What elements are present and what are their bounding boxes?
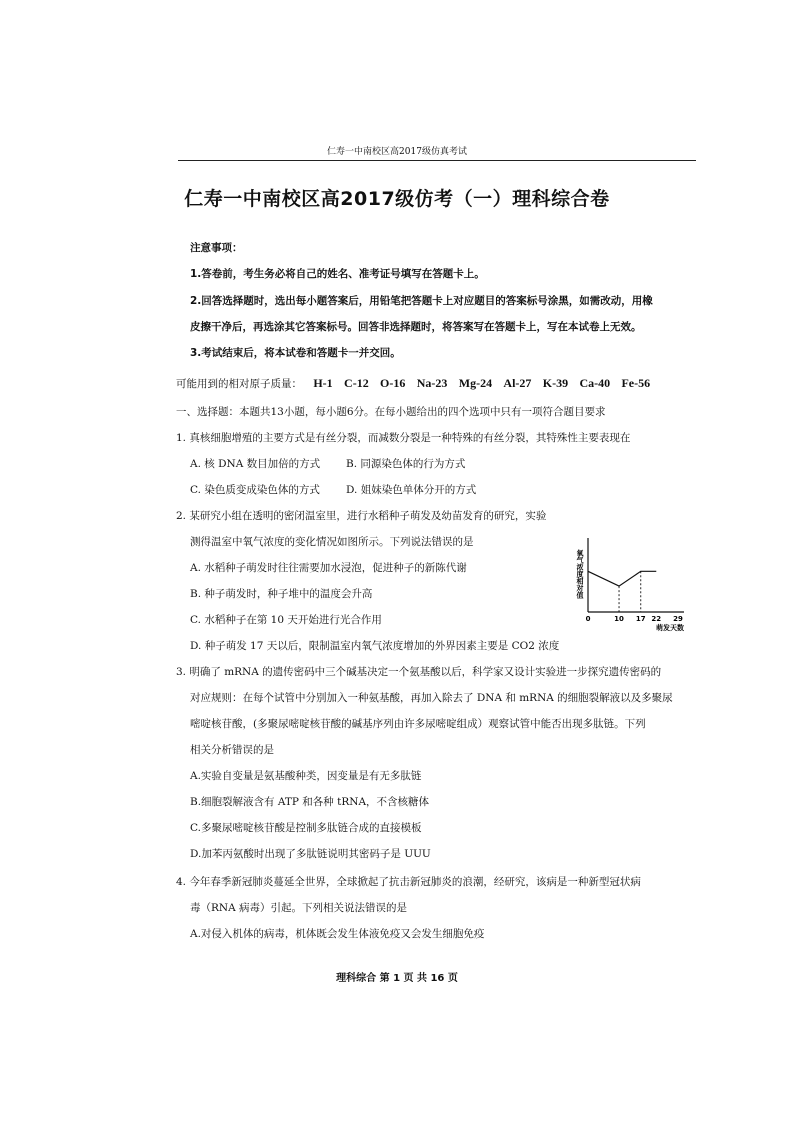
q2-option-c: C. 水稻种子在第 10 天开始进行光合作用 bbox=[190, 614, 382, 626]
section-1-heading: 一、选择题：本题共13小题，每小题6分。在每小题给出的四个选项中只有一项符合题目要求 bbox=[176, 406, 606, 418]
mass-h: H-1 bbox=[313, 376, 333, 390]
q2-option-b: B. 种子萌发时，种子堆中的温度会升高 bbox=[190, 588, 373, 600]
oxygen-series-line bbox=[588, 571, 656, 586]
mass-o: O-16 bbox=[380, 376, 406, 390]
notice-item-2b: 皮擦干净后，再选涂其它答案标号。回答非选择题时，将答案写在答题卡上，写在本试卷上无效。 bbox=[190, 321, 642, 333]
notice-item-3: 3.考试结束后，将本试卷和答题卡一并交回。 bbox=[190, 347, 401, 359]
q2-stem-2: 测得温室中氧气浓度的变化情况如图所示。下列说法错误的是 bbox=[190, 536, 474, 548]
mass-na: Na-23 bbox=[416, 376, 448, 390]
masses-label: 可能用到的相对原子质量： bbox=[176, 378, 302, 390]
x-tick-label: 10 bbox=[614, 615, 624, 623]
page-footer: 理科综合 第 1 页 共 16 页 bbox=[336, 973, 458, 984]
x-tick-label: 29 bbox=[673, 615, 683, 623]
q4-stem-1: 4. 今年春季新冠肺炎蔓延全世界，全球掀起了抗击新冠肺炎的浪潮，经研究，该病是一种新型冠状病 bbox=[176, 876, 641, 888]
q3-stem-4: 相关分析错误的是 bbox=[190, 744, 274, 756]
q1-option-c: C. 染色质变成染色体的方式 bbox=[190, 484, 320, 496]
mass-c: C-12 bbox=[344, 376, 369, 390]
q3-option-d: D.加苯丙氨酸时出现了多肽链说明其密码子是 UUU bbox=[190, 848, 431, 860]
q2-stem-1: 2. 某研究小组在透明的密闭温室里，进行水稻种子萌发及幼苗发育的研究，实验 bbox=[176, 510, 547, 522]
oxygen-chart bbox=[566, 532, 696, 632]
q1-option-b: B. 同源染色体的行为方式 bbox=[346, 458, 466, 470]
mass-mg: Mg-24 bbox=[458, 376, 493, 390]
atomic-masses bbox=[176, 376, 650, 391]
x-tick-label: 22 bbox=[651, 615, 662, 623]
chart-x-label: 萌发天数 bbox=[656, 624, 684, 632]
x-tick-label: 0 bbox=[585, 615, 591, 623]
mass-fe: Fe-56 bbox=[621, 376, 651, 390]
q3-option-b: B.细胞裂解液含有 ATP 和各种 tRNA，不含核糖体 bbox=[190, 796, 430, 808]
exam-title: 仁寿一中南校区高2017级仿考（一）理科综合卷 bbox=[184, 188, 610, 210]
q2-option-a: A. 水稻种子萌发时往往需要加水浸泡，促进种子的新陈代谢 bbox=[190, 562, 467, 574]
q4-stem-2: 毒（RNA 病毒）引起。下列相关说法错误的是 bbox=[190, 902, 408, 914]
mass-al: Al-27 bbox=[503, 376, 532, 390]
q3-option-c: C.多聚尿嘧啶核苷酸是控制多肽链合成的直接模板 bbox=[190, 822, 422, 834]
notice-item-1: 1.答卷前，考生务必将自己的姓名、准考证号填写在答题卡上。 bbox=[190, 268, 485, 280]
mass-ca: Ca-40 bbox=[579, 376, 611, 390]
page-header: 仁寿一中南校区高2017级仿真考试 bbox=[327, 147, 467, 157]
notice-item-2a: 2.回答选择题时，选出每小题答案后，用铅笔把答题卡上对应题目的答案标号涂黑，如需改动，用橡 bbox=[190, 295, 653, 307]
q4-option-a: A.对侵入机体的病毒，机体既会发生体液免疫又会发生细胞免疫 bbox=[190, 928, 485, 940]
header-rule bbox=[178, 160, 696, 161]
q1-stem: 1. 真核细胞增殖的主要方式是有丝分裂，而减数分裂是一种特殊的有丝分裂，其特殊性主要表现在 bbox=[176, 432, 631, 444]
q1-option-a: A. 核 DNA 数目加倍的方式 bbox=[190, 458, 321, 470]
chart-y-label: 氧气浓度相对值 bbox=[576, 549, 584, 599]
q3-stem-2: 对应规则：在每个试管中分别加入一种氨基酸，再加入除去了 DNA 和 mRNA 的细胞裂解液以及多聚尿 bbox=[190, 692, 673, 704]
x-tick-label: 17 bbox=[635, 615, 646, 623]
q3-stem-3: 嘧啶核苷酸，(多聚尿嘧啶核苷酸的碱基序列由许多尿嘧啶组成）观察试管中能否出现多肽链。下列 bbox=[190, 718, 646, 730]
q1-option-d: D. 姐妹染色单体分开的方式 bbox=[346, 484, 477, 496]
q3-option-a: A.实验自变量是氨基酸种类，因变量是有无多肽链 bbox=[190, 770, 422, 782]
notice-heading: 注意事项： bbox=[190, 242, 243, 254]
q2-option-d: D. 种子萌发 17 天以后，限制温室内氧气浓度增加的外界因素主要是 CO2 浓度 bbox=[190, 640, 560, 652]
q3-stem-1: 3. 明确了 mRNA 的遗传密码中三个碱基决定一个氨基酸以后，科学家又设计实验进一步探究遗传密码的 bbox=[176, 666, 662, 678]
mass-k: K-39 bbox=[542, 376, 569, 390]
